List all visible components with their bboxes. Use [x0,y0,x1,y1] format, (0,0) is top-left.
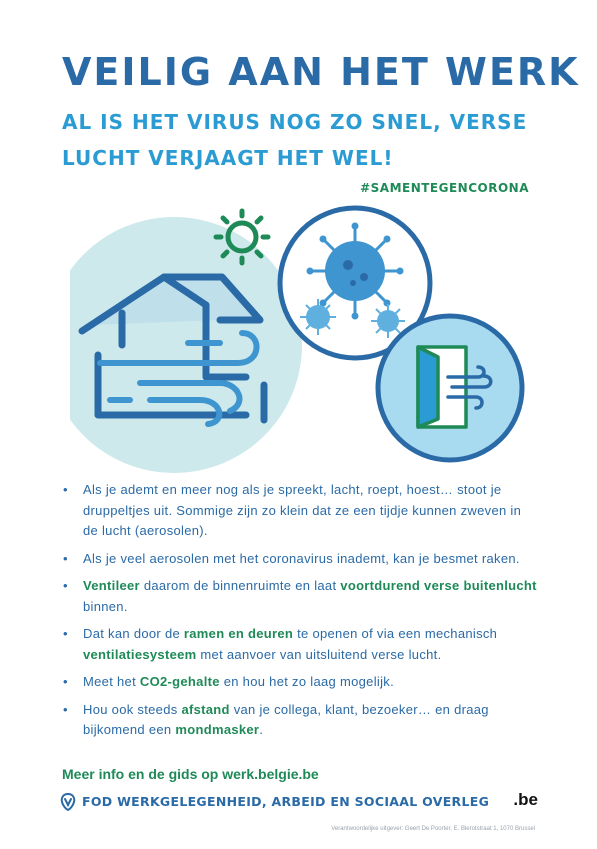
bullet-dot: • [63,674,68,689]
hashtag: #SAMENTEGENCORONA [360,181,529,195]
bullet-text: met aanvoer van uitsluitend verse lucht. [196,646,442,662]
bullet-text: Als je ademt en meer nog als je spreekt, lacht, roept, hoest… stoot je druppeltjes uit. Sommige zijn zo klein dat ze een tijdje kunnen zweven in de lucht (aerosolen). [83,482,522,538]
bullet-text: Dat kan door de [83,626,184,641]
highlight-text: ramen en deuren [183,626,294,641]
highlight-text: Ventileer [83,578,140,593]
be-logo-text: be [518,790,538,809]
bullet-text: van je collega, klant, bezoeker… en draag bijkomend een [83,701,489,737]
bullet-dot: • [63,626,68,641]
bullet-text: te openen of via een mechanisch [293,626,498,641]
bullet-text: en hou het zo laag mogelijk. [219,674,394,689]
more-info [62,766,319,782]
bullet-text: daarom de binnenruimte en laat [139,578,341,593]
bullet-text: binnen. [83,598,128,614]
bullet-text: Meet het [83,674,140,689]
highlight-text: CO2-gehalte [139,674,220,689]
highlight-text: mondmasker [175,722,260,737]
bullet-dot: • [63,550,68,566]
more-info-link[interactable]: werk.belgie.be [222,766,319,782]
page-title: VEILIG AAN HET WERK [62,50,580,94]
page-subtitle: AL IS HET VIRUS NOG ZO SNEL, VERSE LUCHT VERJAAGT HET WEL! [62,110,528,170]
bullet-text: Als je veel aerosolen met het coronavirus inademt, kan je besmet raken. [83,550,520,566]
bullet-dot: • [63,482,68,497]
bullet-text: Hou ook steeds [83,701,182,717]
bullet-item [60,624,538,665]
bullet-item [60,480,538,542]
be-logo-dot: . [513,790,519,809]
footer [60,792,538,814]
publisher-credit: Verantwoordelijke uitgever: Geert De Poorter, E. Blerotstraat 1, 1070 Brussel [331,826,535,832]
fod-logo-icon [60,793,76,811]
bullet-dot: • [63,701,68,717]
organization-name: FOD WERKGELEGENHEID, ARBEID EN SOCIAAL OVERLEG [82,794,490,809]
be-logo [513,790,538,810]
highlight-text: voortdurend verse buitenlucht [340,578,537,593]
highlight-text: ventilatiesysteem [83,646,197,662]
bullet-item [60,700,538,741]
info-bullet-list [60,480,538,748]
bullet-item [60,549,538,570]
highlight-text: afstand [181,701,230,717]
bullet-text: . [259,722,264,737]
more-info-text: Meer info en de gids op [62,766,223,782]
bullet-item [60,576,538,617]
bullet-item [60,672,538,693]
bullet-dot: • [63,578,68,593]
ventilation-illustration [70,205,535,475]
